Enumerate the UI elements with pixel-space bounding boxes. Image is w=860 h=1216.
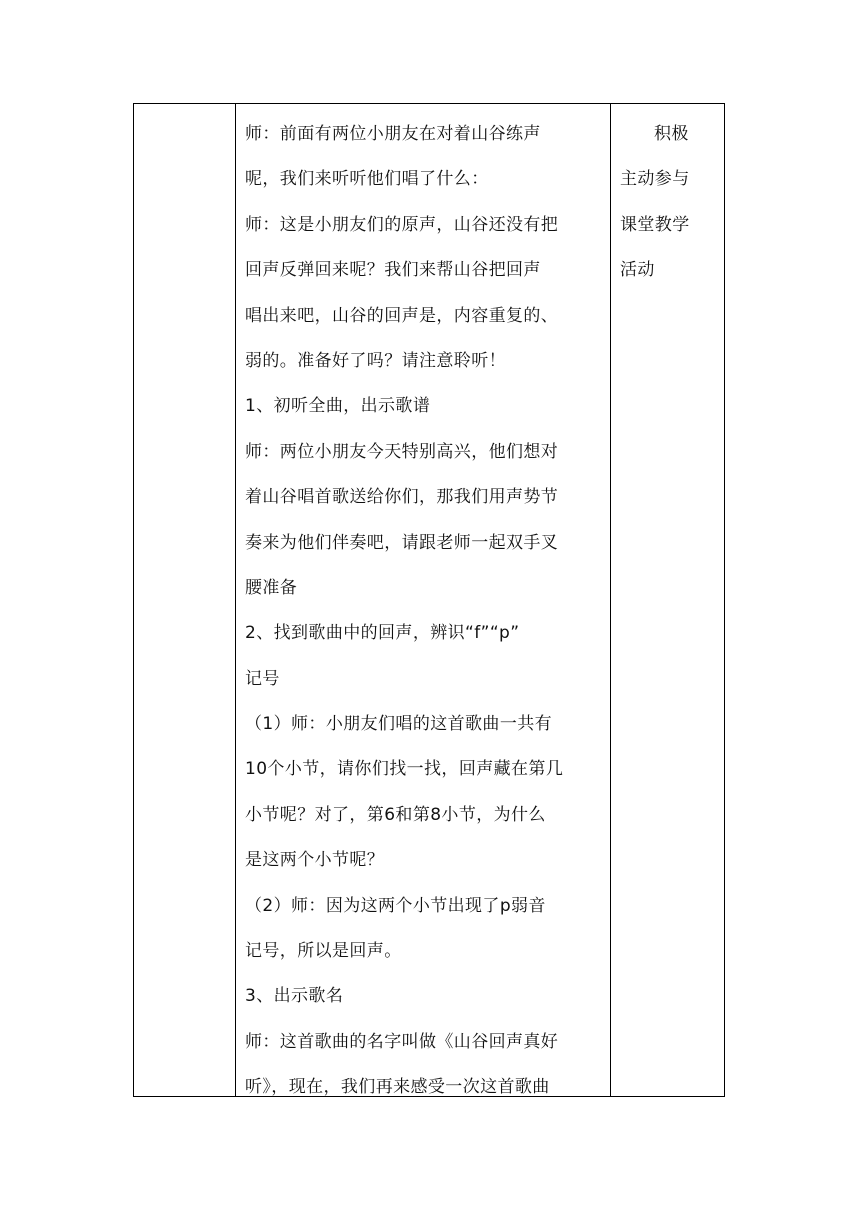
text-line: （2）师：因为这两个小节出现了p弱音	[245, 895, 546, 916]
text-line: 着山谷唱首歌送给你们，那我们用声势节	[245, 487, 559, 508]
column-divider-right	[610, 104, 611, 1096]
text-line: 师：两位小朋友今天特别高兴，他们想对	[245, 441, 559, 462]
teaching-process-cell	[245, 112, 607, 1111]
section-heading: 1、初听全曲，出示歌谱	[245, 396, 431, 417]
text-line: 回声反弹回来呢？我们来帮山谷把回声	[245, 260, 541, 281]
text-line: 师：这首歌曲的名字叫做《山谷回声真好	[245, 1031, 559, 1052]
text-line: 10个小节，请你们找一找，回声藏在第几	[245, 759, 564, 780]
text-line: 积极	[654, 124, 689, 144]
text-line: 记号	[245, 668, 280, 689]
text-line: （1）师：小朋友们唱的这首歌曲一共有	[245, 714, 553, 735]
text-line: 记号，所以是回声。	[245, 941, 402, 962]
text-line: 课堂教学	[620, 214, 690, 235]
lesson-table	[133, 103, 725, 1097]
section-heading: 3、出示歌名	[245, 986, 344, 1007]
text-line: 腰准备	[245, 577, 298, 598]
text-line: 主动参与	[620, 169, 690, 190]
text-line: 呢，我们来听听他们唱了什么：	[245, 169, 489, 190]
student-activity-cell	[620, 112, 716, 294]
text-line: 弱的。准备好了吗？请注意聆听！	[245, 350, 506, 371]
text-line: 师：前面有两位小朋友在对着山谷练声	[245, 124, 541, 144]
text-line: 奏来为他们伴奏吧，请跟老师一起双手叉	[245, 532, 559, 553]
text-line: 是这两个小节呢？	[245, 850, 385, 871]
text-line: 小节呢？对了，第6和第8小节，为什么	[245, 804, 546, 825]
column-divider-left	[235, 104, 236, 1096]
text-line: 活动	[620, 260, 655, 281]
text-line: 唱出来吧，山谷的回声是，内容重复的、	[245, 305, 559, 326]
text-line: 听》，现在，我们再来感受一次这首歌曲	[245, 1077, 550, 1098]
text-line: 师：这是小朋友们的原声，山谷还没有把	[245, 214, 559, 235]
section-heading: 2、找到歌曲中的回声，辨识“f”“p”	[245, 623, 520, 644]
